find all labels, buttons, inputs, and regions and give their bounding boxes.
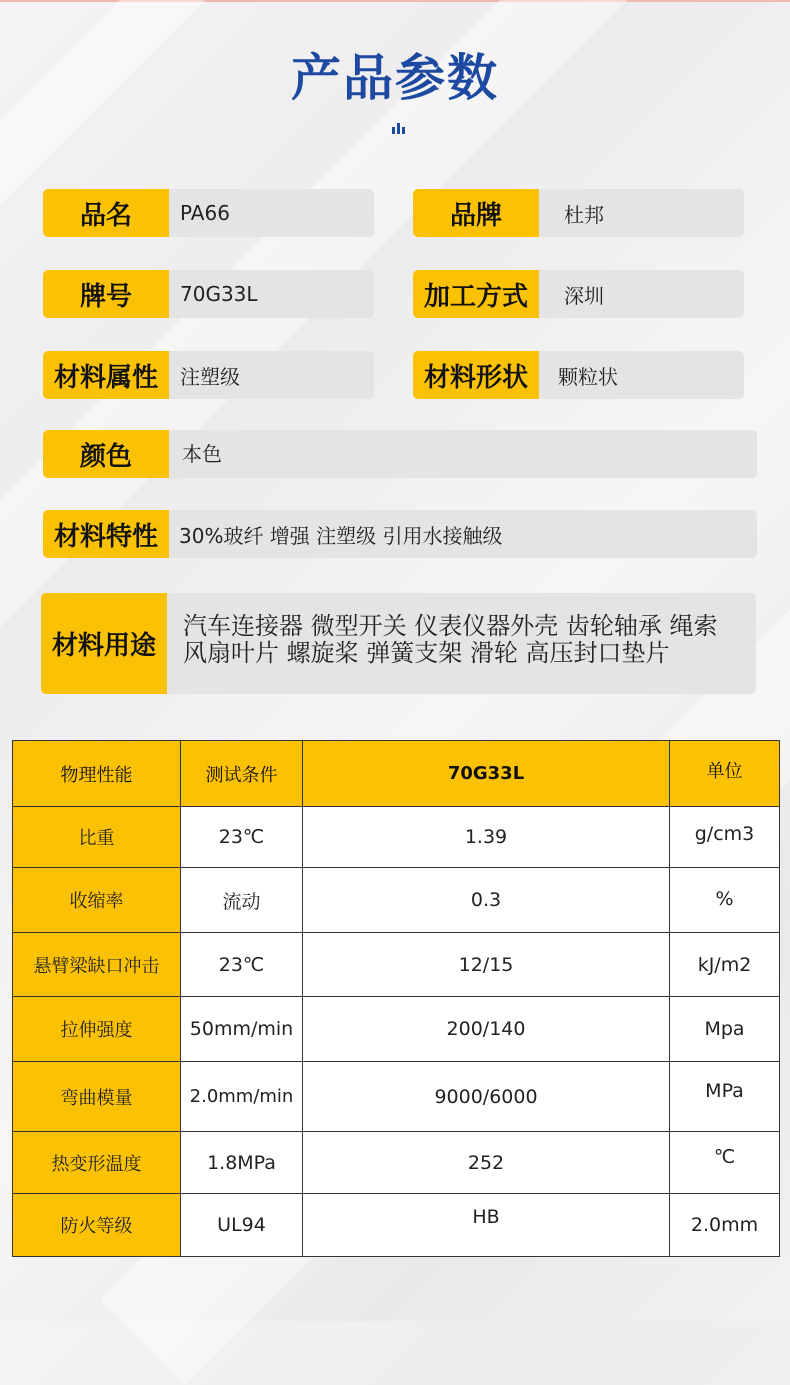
table-cell-value: 0.3 xyxy=(303,868,670,933)
bar-chart-icon xyxy=(392,122,406,134)
param-product-name xyxy=(43,189,374,237)
param-value: 注塑级 xyxy=(180,364,240,389)
table-cell-condition: 23℃ xyxy=(181,807,303,868)
table-cell-value: 252 xyxy=(303,1132,670,1194)
table-row xyxy=(13,807,780,868)
table-row xyxy=(13,1132,780,1194)
param-material-shape xyxy=(413,351,744,399)
page-title: 产品参数 xyxy=(291,49,499,107)
table-cell-condition: 流动 xyxy=(181,868,303,933)
param-value xyxy=(183,613,718,667)
table-cell-value: 1.39 xyxy=(303,807,670,868)
table-cell-value: 9000/6000 xyxy=(303,1062,670,1132)
param-label: 颜色 xyxy=(43,430,169,478)
param-label: 材料特性 xyxy=(43,510,169,558)
table-cell-unit: % xyxy=(670,868,780,933)
param-value: 杜邦 xyxy=(564,202,604,227)
table-cell-unit: kJ/m2 xyxy=(670,933,780,997)
table-cell-property: 弯曲模量 xyxy=(13,1062,181,1132)
table-cell-property: 热变形温度 xyxy=(13,1132,181,1194)
table-cell-unit: g/cm3 xyxy=(670,807,780,868)
param-value: PA66 xyxy=(180,201,230,225)
usage-line: 风扇叶片 螺旋桨 弹簧支架 滑轮 高压封口垫片 xyxy=(183,639,670,667)
param-material-feature xyxy=(43,510,757,558)
table-cell-condition: UL94 xyxy=(181,1194,303,1257)
table-cell-unit: MPa xyxy=(670,1062,780,1132)
table-cell-value: 200/140 xyxy=(303,997,670,1062)
param-label: 加工方式 xyxy=(413,270,539,318)
param-label: 材料用途 xyxy=(41,593,167,694)
param-value: 颗粒状 xyxy=(558,364,618,389)
table-cell-unit: Mpa xyxy=(670,997,780,1062)
param-processing xyxy=(413,270,744,318)
table-header-cell: 物理性能 xyxy=(13,741,181,807)
table-cell-condition: 1.8MPa xyxy=(181,1132,303,1194)
table-row xyxy=(13,868,780,933)
spec-table xyxy=(12,740,780,1257)
param-color xyxy=(43,430,757,478)
param-label: 材料属性 xyxy=(43,351,169,399)
param-label: 品牌 xyxy=(413,189,539,237)
table-header-cell: 测试条件 xyxy=(181,741,303,807)
usage-line: 汽车连接器 微型开关 仪表仪器外壳 齿轮轴承 绳索 xyxy=(183,612,718,640)
table-cell-property: 悬臂梁缺口冲击 xyxy=(13,933,181,997)
param-value: 深圳 xyxy=(564,283,604,308)
table-cell-condition: 50mm/min xyxy=(181,997,303,1062)
param-material-usage xyxy=(41,593,756,694)
table-cell-condition: 2.0mm/min xyxy=(181,1062,303,1132)
table-row xyxy=(13,933,780,997)
table-cell-value: HB xyxy=(303,1194,670,1257)
param-label: 材料形状 xyxy=(413,351,539,399)
table-cell-property: 防火等级 xyxy=(13,1194,181,1257)
param-material-property xyxy=(43,351,374,399)
table-cell-property: 收缩率 xyxy=(13,868,181,933)
param-brand xyxy=(413,189,744,237)
param-value: 70G33L xyxy=(180,282,258,306)
table-cell-value: 12/15 xyxy=(303,933,670,997)
table-header-cell: 70G33L xyxy=(303,741,670,807)
table-cell-property: 比重 xyxy=(13,807,181,868)
table-cell-unit: ℃ xyxy=(670,1132,780,1194)
table-header-row xyxy=(13,741,780,807)
param-label: 品名 xyxy=(43,189,169,237)
table-row xyxy=(13,1062,780,1132)
table-row xyxy=(13,997,780,1062)
table-cell-property: 拉伸强度 xyxy=(13,997,181,1062)
table-cell-unit: 2.0mm xyxy=(670,1194,780,1257)
table-cell-condition: 23℃ xyxy=(181,933,303,997)
param-value: 本色 xyxy=(182,441,222,466)
param-grade xyxy=(43,270,374,318)
param-label: 牌号 xyxy=(43,270,169,318)
table-header-cell: 单位 xyxy=(670,741,780,807)
param-value: 30%玻纤 增强 注塑级 引用水接触级 xyxy=(179,523,503,548)
table-row xyxy=(13,1194,780,1257)
